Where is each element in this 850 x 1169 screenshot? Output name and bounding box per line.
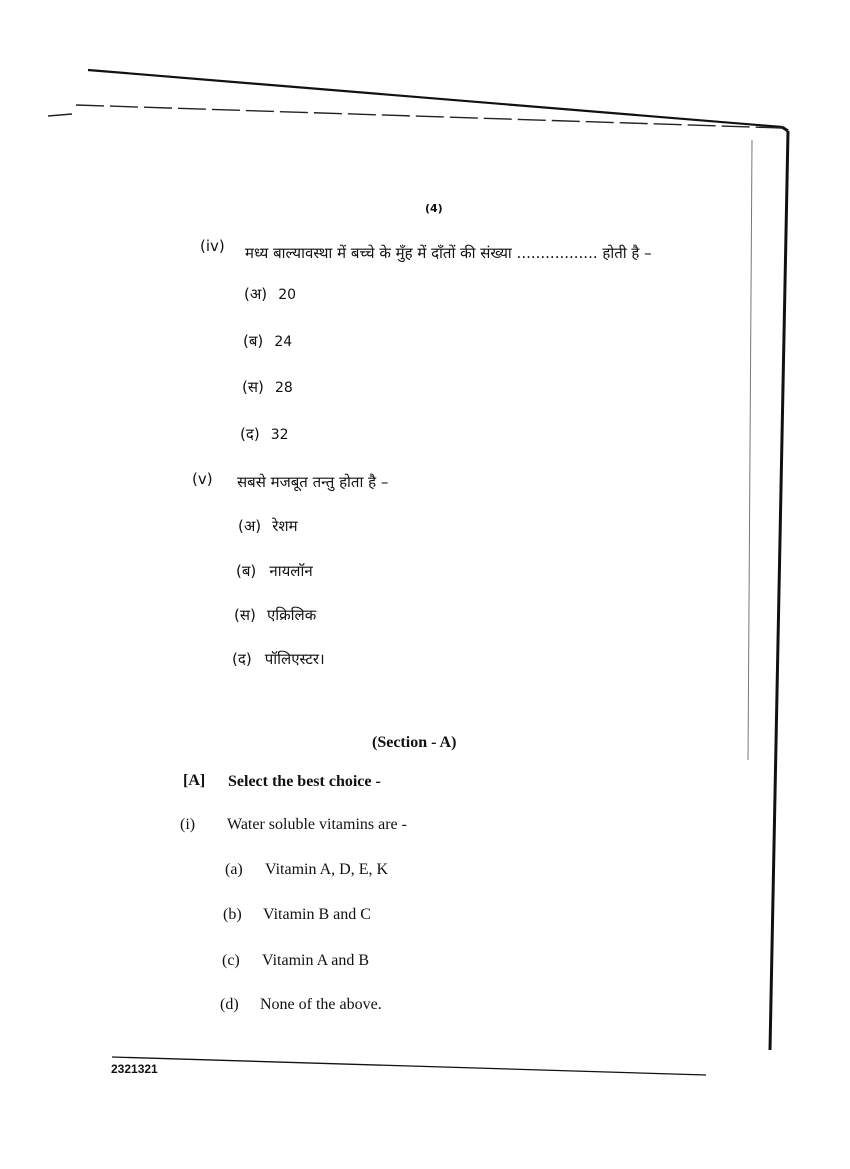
question-v-text: सबसे मजबूत तन्तु होता है – <box>237 473 389 491</box>
option-i-b <box>223 906 371 924</box>
option-text: एक्रिलिक <box>266 606 317 624</box>
question-iv-text: मध्य बाल्यावस्था में बच्चे के मुँह में दाँतों की संख्या ................. होती है – <box>245 244 652 262</box>
question-iv-number: (iv) <box>200 237 225 255</box>
option-label: (द) <box>240 425 260 443</box>
section-title: (Section - A) <box>372 734 457 751</box>
option-label: (b) <box>223 906 242 923</box>
question-v-number: (v) <box>192 470 213 488</box>
option-label: (a) <box>225 861 243 878</box>
option-text: नायलॉन <box>269 562 313 580</box>
option-v-d <box>232 649 325 669</box>
option-i-c <box>222 952 369 970</box>
question-i-text: Water soluble vitamins are - <box>227 816 407 833</box>
option-label: (स) <box>242 378 264 396</box>
page-number: (4) <box>425 202 443 215</box>
option-label: (अ) <box>244 285 268 303</box>
option-text: 24 <box>274 334 293 350</box>
option-text: पॉलिएस्टर। <box>264 650 325 668</box>
part-label: [A] <box>183 772 206 789</box>
option-text: Vitamin B and C <box>263 906 371 923</box>
option-text: Vitamin A, D, E, K <box>265 861 389 878</box>
option-text: 28 <box>274 380 293 396</box>
option-text: रेशम <box>272 517 298 535</box>
question-i-number: (i) <box>180 816 196 833</box>
option-text: 20 <box>278 287 297 303</box>
option-v-c <box>234 605 316 625</box>
option-text: 32 <box>270 427 289 443</box>
option-iv-d <box>240 424 289 444</box>
option-label: (d) <box>220 996 239 1013</box>
option-label: (ब) <box>243 332 264 350</box>
option-v-b <box>236 561 313 581</box>
option-iv-b <box>243 331 292 351</box>
option-iv-c <box>242 377 293 397</box>
option-label: (ब) <box>236 562 257 580</box>
option-i-d <box>220 996 382 1014</box>
option-label: (द) <box>232 650 252 668</box>
option-label: (c) <box>222 952 240 969</box>
option-text: Vitamin A and B <box>262 952 370 969</box>
footer-code: 2321321 <box>111 1062 158 1076</box>
option-label: (स) <box>234 606 256 624</box>
option-label: (अ) <box>238 517 262 535</box>
option-i-a <box>225 861 388 879</box>
option-text: None of the above. <box>260 996 382 1013</box>
option-v-a <box>238 516 298 536</box>
option-iv-a <box>244 284 296 304</box>
part-title: Select the best choice - <box>228 773 381 790</box>
